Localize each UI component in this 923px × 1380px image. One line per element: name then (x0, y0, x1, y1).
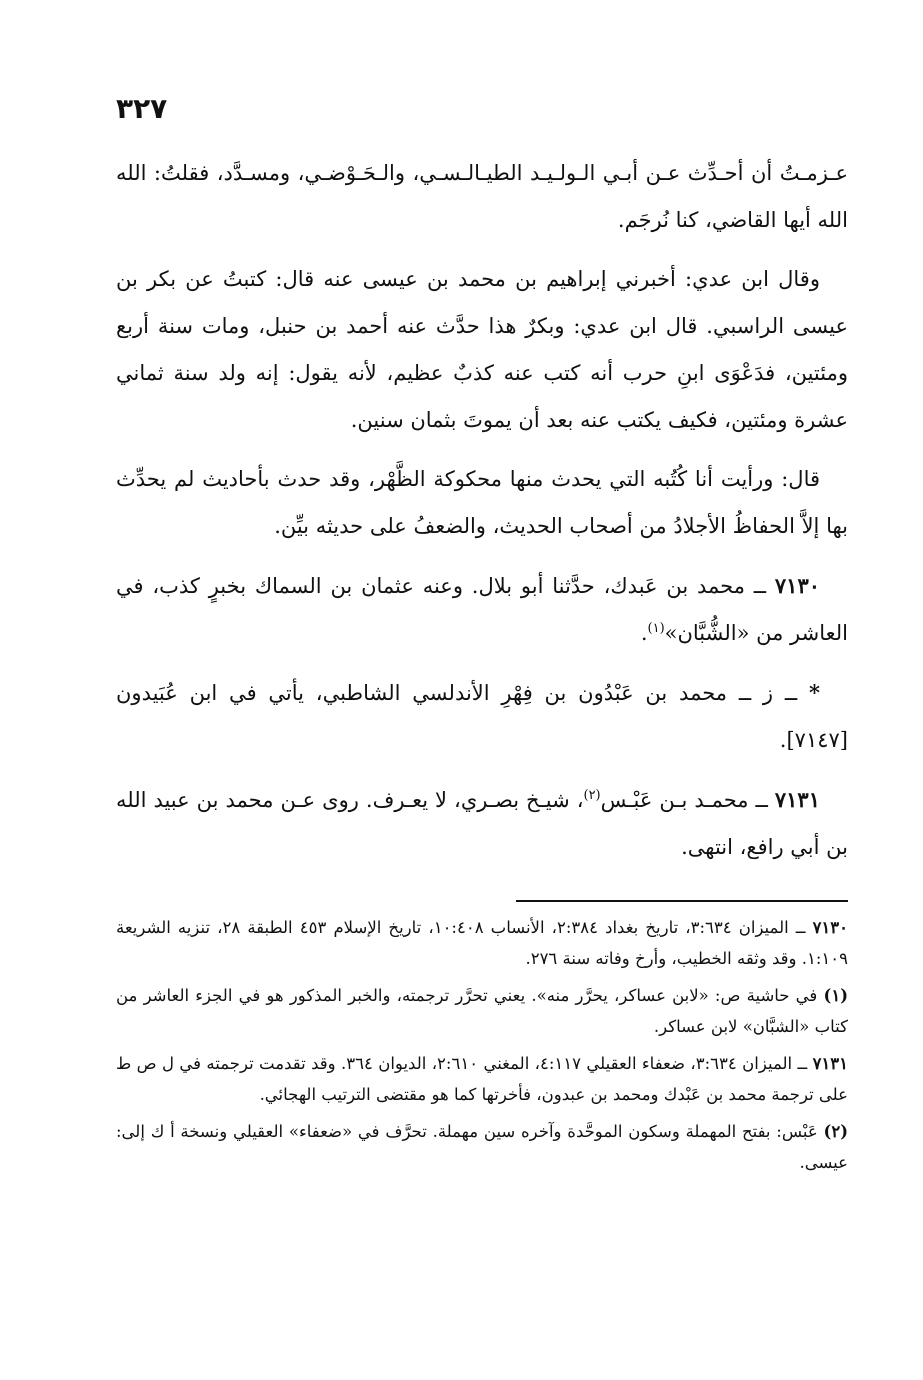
entry-text-end: ، شيـخ بصـري، لا يعـرف. روى عـن محمد بن عبيد الله بن أبي رافع، انتهى. (116, 788, 848, 859)
footnote-text: ــ الميزان ٣:٦٣٤، تاريخ بغداد ٢:٣٨٤، الأنساب ١٠:٤٠٨، تاريخ الإسلام ٤٥٣ الطبقة ٢٨، تنزيه الشريعة ١:١٠٩. وقد وثقه الخطيب، وأرخ وفاته سنة ٢٧٦. (116, 918, 848, 968)
footnote (116, 912, 848, 974)
footnote (116, 1116, 848, 1178)
footnote-marker: (١) (647, 621, 665, 636)
entry-text: ــ محمـد بـن عَبْـس (600, 788, 768, 812)
main-text (116, 150, 848, 883)
entry-7131 (116, 776, 848, 871)
page-number: ٣٢٧ (116, 92, 168, 125)
footnote-divider (516, 900, 848, 902)
footnote (116, 980, 848, 1042)
entry-text-end: . (640, 621, 648, 645)
entry-number: ٧١٣١ (774, 787, 820, 812)
footnote-label: (١) (823, 986, 848, 1005)
paragraph: قال: ورأيت أنا كُتُبه التي يحدث منها محكوكة الظَّهْر، وقد حدث بأحاديث لم يحدِّث بها إلاَّ الحفاظُ الأجلادُ من أصحاب الحديث، والضعفُ على حديثه بيِّن. (116, 467, 848, 538)
footnote-label: ٧١٣٠ (812, 918, 849, 937)
paragraph: عـزمـتُ أن أحـدِّث عـن أبـي الـولـيـد الطيـالـسـي، والـحَـوْضـي، ومسـدَّد، فقلتُ: الله الله أيها القاضي، كنا نُرجَم. (116, 161, 848, 232)
footnote-text: في حاشية ص: «لابن عساكر، يحرَّر منه». يعني تحرَّر ترجمته، والخبر المذكور هو في الجزء العاشر من كتاب «الشبَّان» لابن عساكر. (116, 986, 848, 1036)
entry-7130 (116, 562, 848, 657)
entry-text: ــ محمد بن عَبدك، حدَّثنا أبو بلال. وعنه عثمان بن السماك بخبرٍ كذب، في العاشر من «الشُّبَّان» (116, 574, 848, 645)
footnote (116, 1048, 848, 1110)
footnote-label: ٧١٣١ (812, 1054, 849, 1073)
footnote-label: (٢) (823, 1122, 848, 1141)
entry-cross-reference (116, 669, 848, 764)
entry-text: ــ ز ــ محمد بن عَبْدُون بن فِهْرِ الأندلسي الشاطبي، يأتي في ابن عُبَيدون [٧١٤٧]. (116, 681, 848, 752)
footnote-marker: (٢) (583, 788, 601, 803)
footnote-text: عَبْس: بفتح المهملة وسكون الموحَّدة وآخره سين مهملة. تحرَّف في «ضعفاء» العقيلي ونسخة أ ك إلى: عيسى. (116, 1122, 848, 1172)
footnotes (116, 912, 848, 1184)
entry-number: ٧١٣٠ (774, 573, 821, 598)
paragraph: وقال ابن عدي: أخبرني إبراهيم بن محمد بن عيسى عنه قال: كتبتُ عن بكر بن عيسى الراسبي. قال ابن عدي: وبكرٌ هذا حدَّث عنه أحمد بن حنبل، ومات سنة أربع ومئتين، فدَعْوَى ابنِ حرب أنه كتب عنه كذبٌ عظيم، لأنه يقول: إنه ولد سنة ثماني عشرة ومئتين، فكيف يكتب عنه بعد أن يموتَ بثمان سنين. (116, 267, 848, 432)
footnote-text: ــ الميزان ٣:٦٣٤، ضعفاء العقيلي ٤:١١٧، المغني ٢:٦١٠، الديوان ٣٦٤. وقد تقدمت ترجمته في ل ص ط على ترجمة محمد بن عَبْدك ومحمد بن عبدون، فأخرتها كما هو مقتضى الترتيب الهجائي. (116, 1054, 848, 1104)
star-marker: * (809, 680, 820, 705)
